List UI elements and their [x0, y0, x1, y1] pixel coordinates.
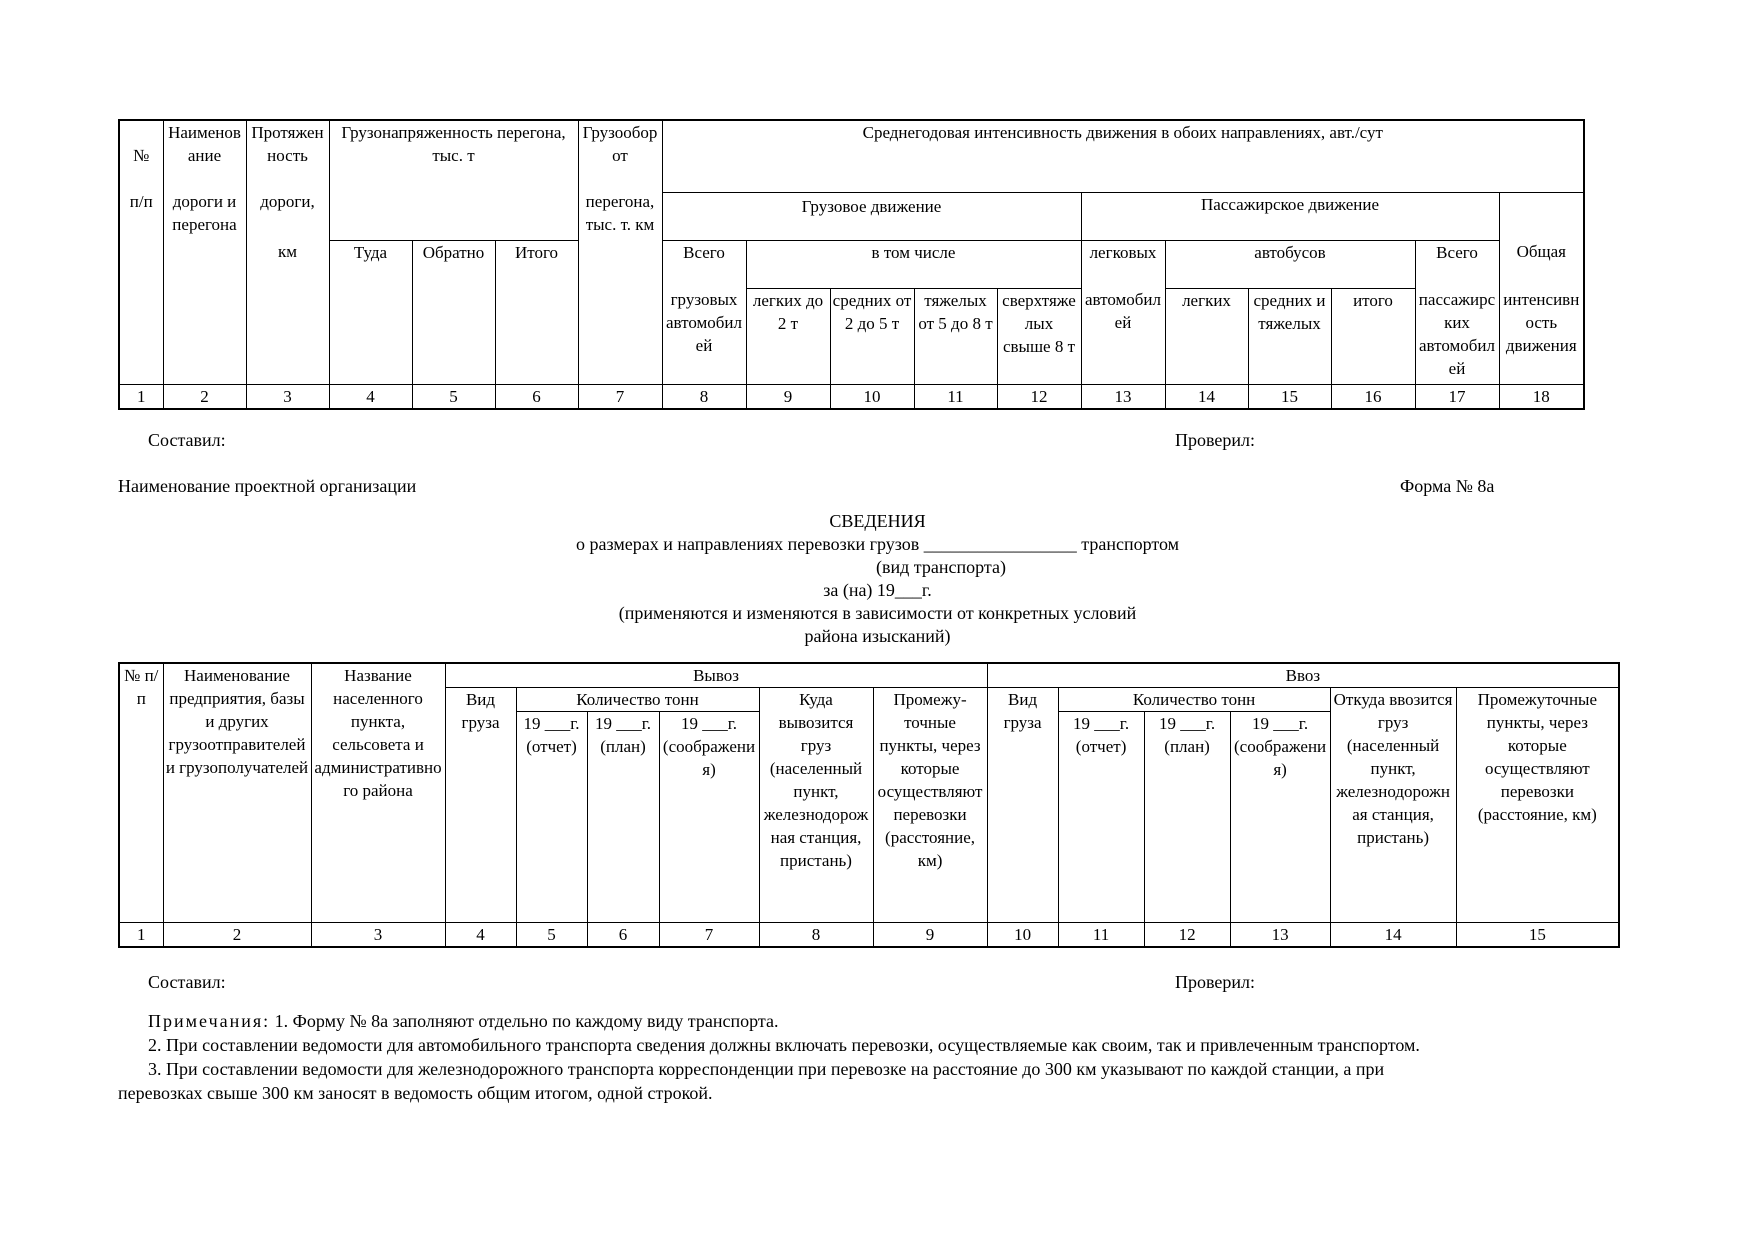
t2-col-number: 15 [1456, 923, 1619, 948]
note-3b: перевозках свыше 300 км заносят в ведомость общим итогом, одной строкой. [118, 1083, 713, 1103]
form-number: Форма № 8а [1400, 476, 1495, 496]
traffic-intensity-table [118, 119, 1585, 410]
header-all-cargo: Всего [662, 240, 746, 288]
checked-label-2: Проверил: [1175, 972, 1255, 992]
t2-header-settlement: Название населенного пункта, сельсовета и административного района [311, 663, 445, 923]
t1-col-number: 2 [163, 384, 246, 409]
header-including: в том числе [746, 240, 1081, 288]
t2-header-import: Ввоз [987, 663, 1619, 688]
header-turnover: Грузооборот перегона, тыс. т. км [578, 120, 662, 240]
checked-label-1: Проверил: [1175, 430, 1255, 450]
t1-col-number: 4 [329, 384, 412, 409]
t1-col-number: 10 [830, 384, 914, 409]
t2-header-num: № п/п [119, 663, 163, 923]
header-total-end [495, 288, 578, 384]
header-turnover-end [578, 288, 662, 384]
header-general-b: интенсивность движения [1499, 288, 1584, 384]
note-3a: 3. При составлении ведомости для железнодорожного транспорта корреспонденции при перевозке на расстояние до 300 км указывают по каждой станции, а при [148, 1059, 1385, 1079]
header-turnover-cont [578, 240, 662, 288]
header-bus-total: итого [1331, 288, 1415, 384]
note-2: 2. При составлении ведомости для автомобильного транспорта сведения должны включать перевозки, осуществляемые как своим, так и привлеченным транспортом. [148, 1035, 1420, 1055]
t2-header-enterprise: Наименование предприятия, базы и других грузоотправителей и грузополучателей [163, 663, 311, 923]
header-heavy: тяжелых от 5 до 8 т [914, 288, 997, 384]
header-cars-b: автомобилей [1081, 288, 1165, 384]
t1-col-number: 7 [578, 384, 662, 409]
t2-col-number: 14 [1330, 923, 1456, 948]
header-freight-intensity: Грузонапряженность перегона, тыс. т [329, 120, 578, 240]
document-title [0, 510, 1755, 648]
header-buses: автобусов [1165, 240, 1415, 288]
header-there-end [329, 288, 412, 384]
t1-col-number: 18 [1499, 384, 1584, 409]
t2-header-qty: Количество тонн [516, 688, 759, 712]
header-light: легких до 2 т [746, 288, 830, 384]
t2-header-qty-2: Количество тонн [1058, 688, 1330, 712]
t1-col-number: 13 [1081, 384, 1165, 409]
org-name: Наименование проектной организации [118, 476, 417, 496]
header-back-end [412, 288, 495, 384]
t1-col-number: 3 [246, 384, 329, 409]
t1-col-number: 17 [1415, 384, 1499, 409]
t2-header-year-consid: 19 ___г. (соображения) [659, 712, 759, 923]
t2-col-number: 6 [587, 923, 659, 948]
t1-col-number: 5 [412, 384, 495, 409]
header-cargo-vehicles: грузовых автомобилей [662, 288, 746, 384]
t2-header-from-where: Откуда ввозится груз (населенный пункт, железнодорожная станция, пристань) [1330, 688, 1456, 923]
title-line-4: за (на) 19___г. [823, 580, 932, 600]
t2-header-intermediate-b: Промежуточные пункты, через которые осуществляют перевозки (расстояние, км) [1456, 688, 1619, 923]
t2-col-number: 9 [873, 923, 987, 948]
header-name-cont [163, 240, 246, 288]
note-1-text: 1. Форму № 8а заполняют отдельно по каждому виду транспорта. [274, 1011, 779, 1031]
t2-col-number: 8 [759, 923, 873, 948]
header-cars: легковых [1081, 240, 1165, 288]
header-name: Наименование дороги и перегона [163, 120, 246, 240]
t2-col-number: 3 [311, 923, 445, 948]
t2-col-number: 13 [1230, 923, 1330, 948]
t2-col-number: 7 [659, 923, 759, 948]
t1-col-number: 14 [1165, 384, 1248, 409]
t2-col-number: 2 [163, 923, 311, 948]
notes-label: Примечания: [148, 1011, 271, 1031]
header-there: Туда [329, 240, 412, 288]
t1-col-number: 6 [495, 384, 578, 409]
header-superheavy: сверхтяжелых свыше 8 т [997, 288, 1081, 384]
t2-col-number: 4 [445, 923, 516, 948]
t2-header-year-consid-2: 19 ___г. (соображения) [1230, 712, 1330, 923]
t2-header-year-plan-2: 19 ___г. (план) [1144, 712, 1230, 923]
t2-col-number: 1 [119, 923, 163, 948]
compiled-label-1: Составил: [148, 430, 226, 450]
header-general: Общая [1499, 240, 1584, 288]
header-bus-light: легких [1165, 288, 1248, 384]
t2-header-cargo-type-2: Вид груза [987, 688, 1058, 923]
header-medium: средних от 2 до 5 т [830, 288, 914, 384]
title-line-3: (вид транспорта) [876, 557, 1006, 577]
title-line-2: о размерах и направлениях перевозки грузов _________________ транспортом [575, 534, 1180, 554]
header-length: Протяженность дороги, [246, 120, 329, 240]
t1-col-number: 16 [1331, 384, 1415, 409]
title-line-1: СВЕДЕНИЯ [829, 511, 926, 531]
cargo-transport-table [118, 662, 1620, 948]
t2-header-cargo-type: Вид груза [445, 688, 516, 923]
header-num-end [119, 288, 163, 384]
t2-col-number: 12 [1144, 923, 1230, 948]
t2-header-year-report-2: 19 ___г. (отчет) [1058, 712, 1144, 923]
t1-col-number: 15 [1248, 384, 1331, 409]
t1-col-number: 11 [914, 384, 997, 409]
note-1 [118, 1009, 1638, 1033]
t2-col-number: 10 [987, 923, 1058, 948]
header-pass-vehicles: пассажирских автомобилей [1415, 288, 1499, 384]
header-num: № п/п [119, 120, 163, 240]
header-length-end [246, 288, 329, 384]
header-back: Обратно [412, 240, 495, 288]
t1-col-number: 8 [662, 384, 746, 409]
header-length-unit: км [246, 240, 329, 288]
header-avg-intensity: Среднегодовая интенсивность движения в обоих направлениях, авт./сут [662, 120, 1584, 192]
t1-col-number: 12 [997, 384, 1081, 409]
header-passenger-traffic: Пассажирское движение [1081, 192, 1499, 240]
t2-col-number: 5 [516, 923, 587, 948]
t1-col-number: 1 [119, 384, 163, 409]
t2-header-intermediate-a: Промежу-точные пункты, через которые осуществляют перевозки (расстояние, км) [873, 688, 987, 923]
t2-header-year-plan: 19 ___г. (план) [587, 712, 659, 923]
header-general-top [1499, 192, 1584, 240]
header-cargo-traffic: Грузовое движение [662, 192, 1081, 240]
header-name-end [163, 288, 246, 384]
t2-col-number: 11 [1058, 923, 1144, 948]
header-total: Итого [495, 240, 578, 288]
header-pass-all: Всего [1415, 240, 1499, 288]
header-num-cont [119, 240, 163, 288]
t2-header-export: Вывоз [445, 663, 987, 688]
t2-header-to-where: Куда вывозится груз (населенный пункт, железнодорожная станция, пристань) [759, 688, 873, 923]
notes-block [118, 1009, 1638, 1105]
t2-header-year-report: 19 ___г. (отчет) [516, 712, 587, 923]
title-line-6: района изысканий) [804, 626, 951, 646]
compiled-label-2: Составил: [148, 972, 226, 992]
header-bus-medheavy: средних и тяжелых [1248, 288, 1331, 384]
t1-col-number: 9 [746, 384, 830, 409]
title-line-5: (применяются и изменяются в зависимости от конкретных условий [618, 603, 1137, 623]
